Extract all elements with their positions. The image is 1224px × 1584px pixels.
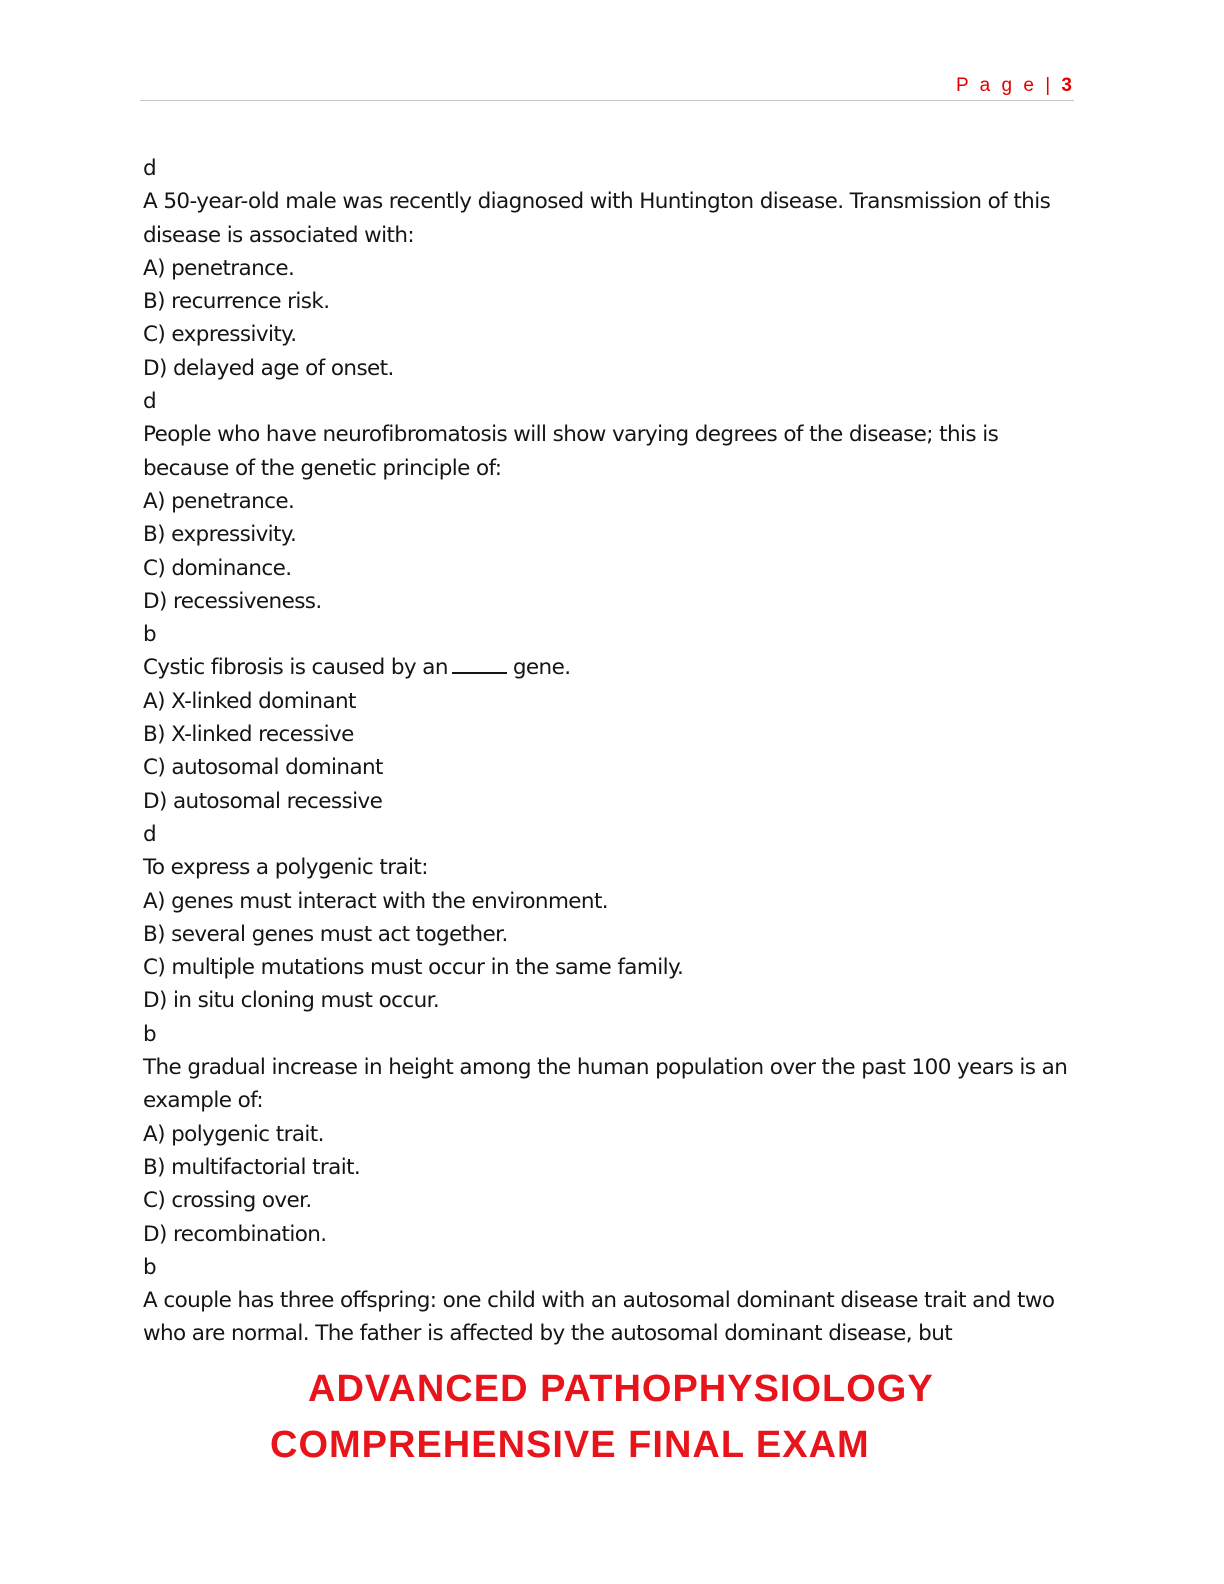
answer-key: d xyxy=(143,389,157,415)
option-c: C) crossing over. xyxy=(143,1188,312,1214)
option-c: C) multiple mutations must occur in the same family. xyxy=(143,955,684,981)
page-number-label xyxy=(956,75,1072,97)
question-text: A 50-year-old male was recently diagnosed with Huntington disease. Transmission of this disease is associated with: xyxy=(143,189,1051,248)
option-b: B) multifactorial trait. xyxy=(143,1154,361,1180)
question-text: The gradual increase in height among the human population over the past 100 years is an example of: xyxy=(143,1055,1068,1114)
answer-key: b xyxy=(143,1254,157,1280)
page-number: 3 xyxy=(1061,75,1072,96)
answer-key: b xyxy=(143,1021,157,1047)
option-b: B) X-linked recessive xyxy=(143,722,354,748)
question-text: People who have neurofibromatosis will show varying degrees of the disease; this is because of the genetic principle of: xyxy=(143,422,999,481)
answer-key: d xyxy=(143,821,157,847)
option-c: C) dominance. xyxy=(143,555,292,581)
exam-content xyxy=(143,152,1078,1351)
question-text: To express a polygenic trait: xyxy=(143,855,428,881)
option-a: A) penetrance. xyxy=(143,255,295,281)
option-d: D) recombination. xyxy=(143,1221,327,1247)
option-c: C) autosomal dominant xyxy=(143,755,383,781)
option-a: A) polygenic trait. xyxy=(143,1121,324,1147)
option-a: A) genes must interact with the environment. xyxy=(143,888,609,914)
page-header xyxy=(140,70,1074,101)
option-b: B) expressivity. xyxy=(143,522,297,548)
question-text: A couple has three offspring: one child with an autosomal dominant disease trait and two who are normal. The father is affected by the autosomal dominant disease, but xyxy=(143,1288,1055,1347)
option-d: D) delayed age of onset. xyxy=(143,355,394,381)
option-d: D) in situ cloning must occur. xyxy=(143,988,440,1014)
banner-line-1: ADVANCED PATHOPHYSIOLOGY xyxy=(308,1368,934,1410)
question-text xyxy=(143,651,1078,684)
option-a: A) penetrance. xyxy=(143,488,295,514)
page-label: P a g e | xyxy=(956,75,1054,96)
question-text-start: Cystic fibrosis is caused by an xyxy=(143,655,448,681)
answer-key: d xyxy=(143,156,157,181)
banner-line-2: COMPREHENSIVE FINAL EXAM xyxy=(270,1424,870,1466)
option-d: D) recessiveness. xyxy=(143,588,322,614)
option-c: C) expressivity. xyxy=(143,322,297,348)
question-text-end: gene. xyxy=(512,655,571,681)
answer-key: b xyxy=(143,622,157,648)
option-a: A) X-linked dominant xyxy=(143,688,356,714)
option-b: B) several genes must act together. xyxy=(143,921,508,947)
fill-in-blank xyxy=(452,671,507,674)
option-b: B) recurrence risk. xyxy=(143,289,330,315)
option-d: D) autosomal recessive xyxy=(143,788,383,814)
